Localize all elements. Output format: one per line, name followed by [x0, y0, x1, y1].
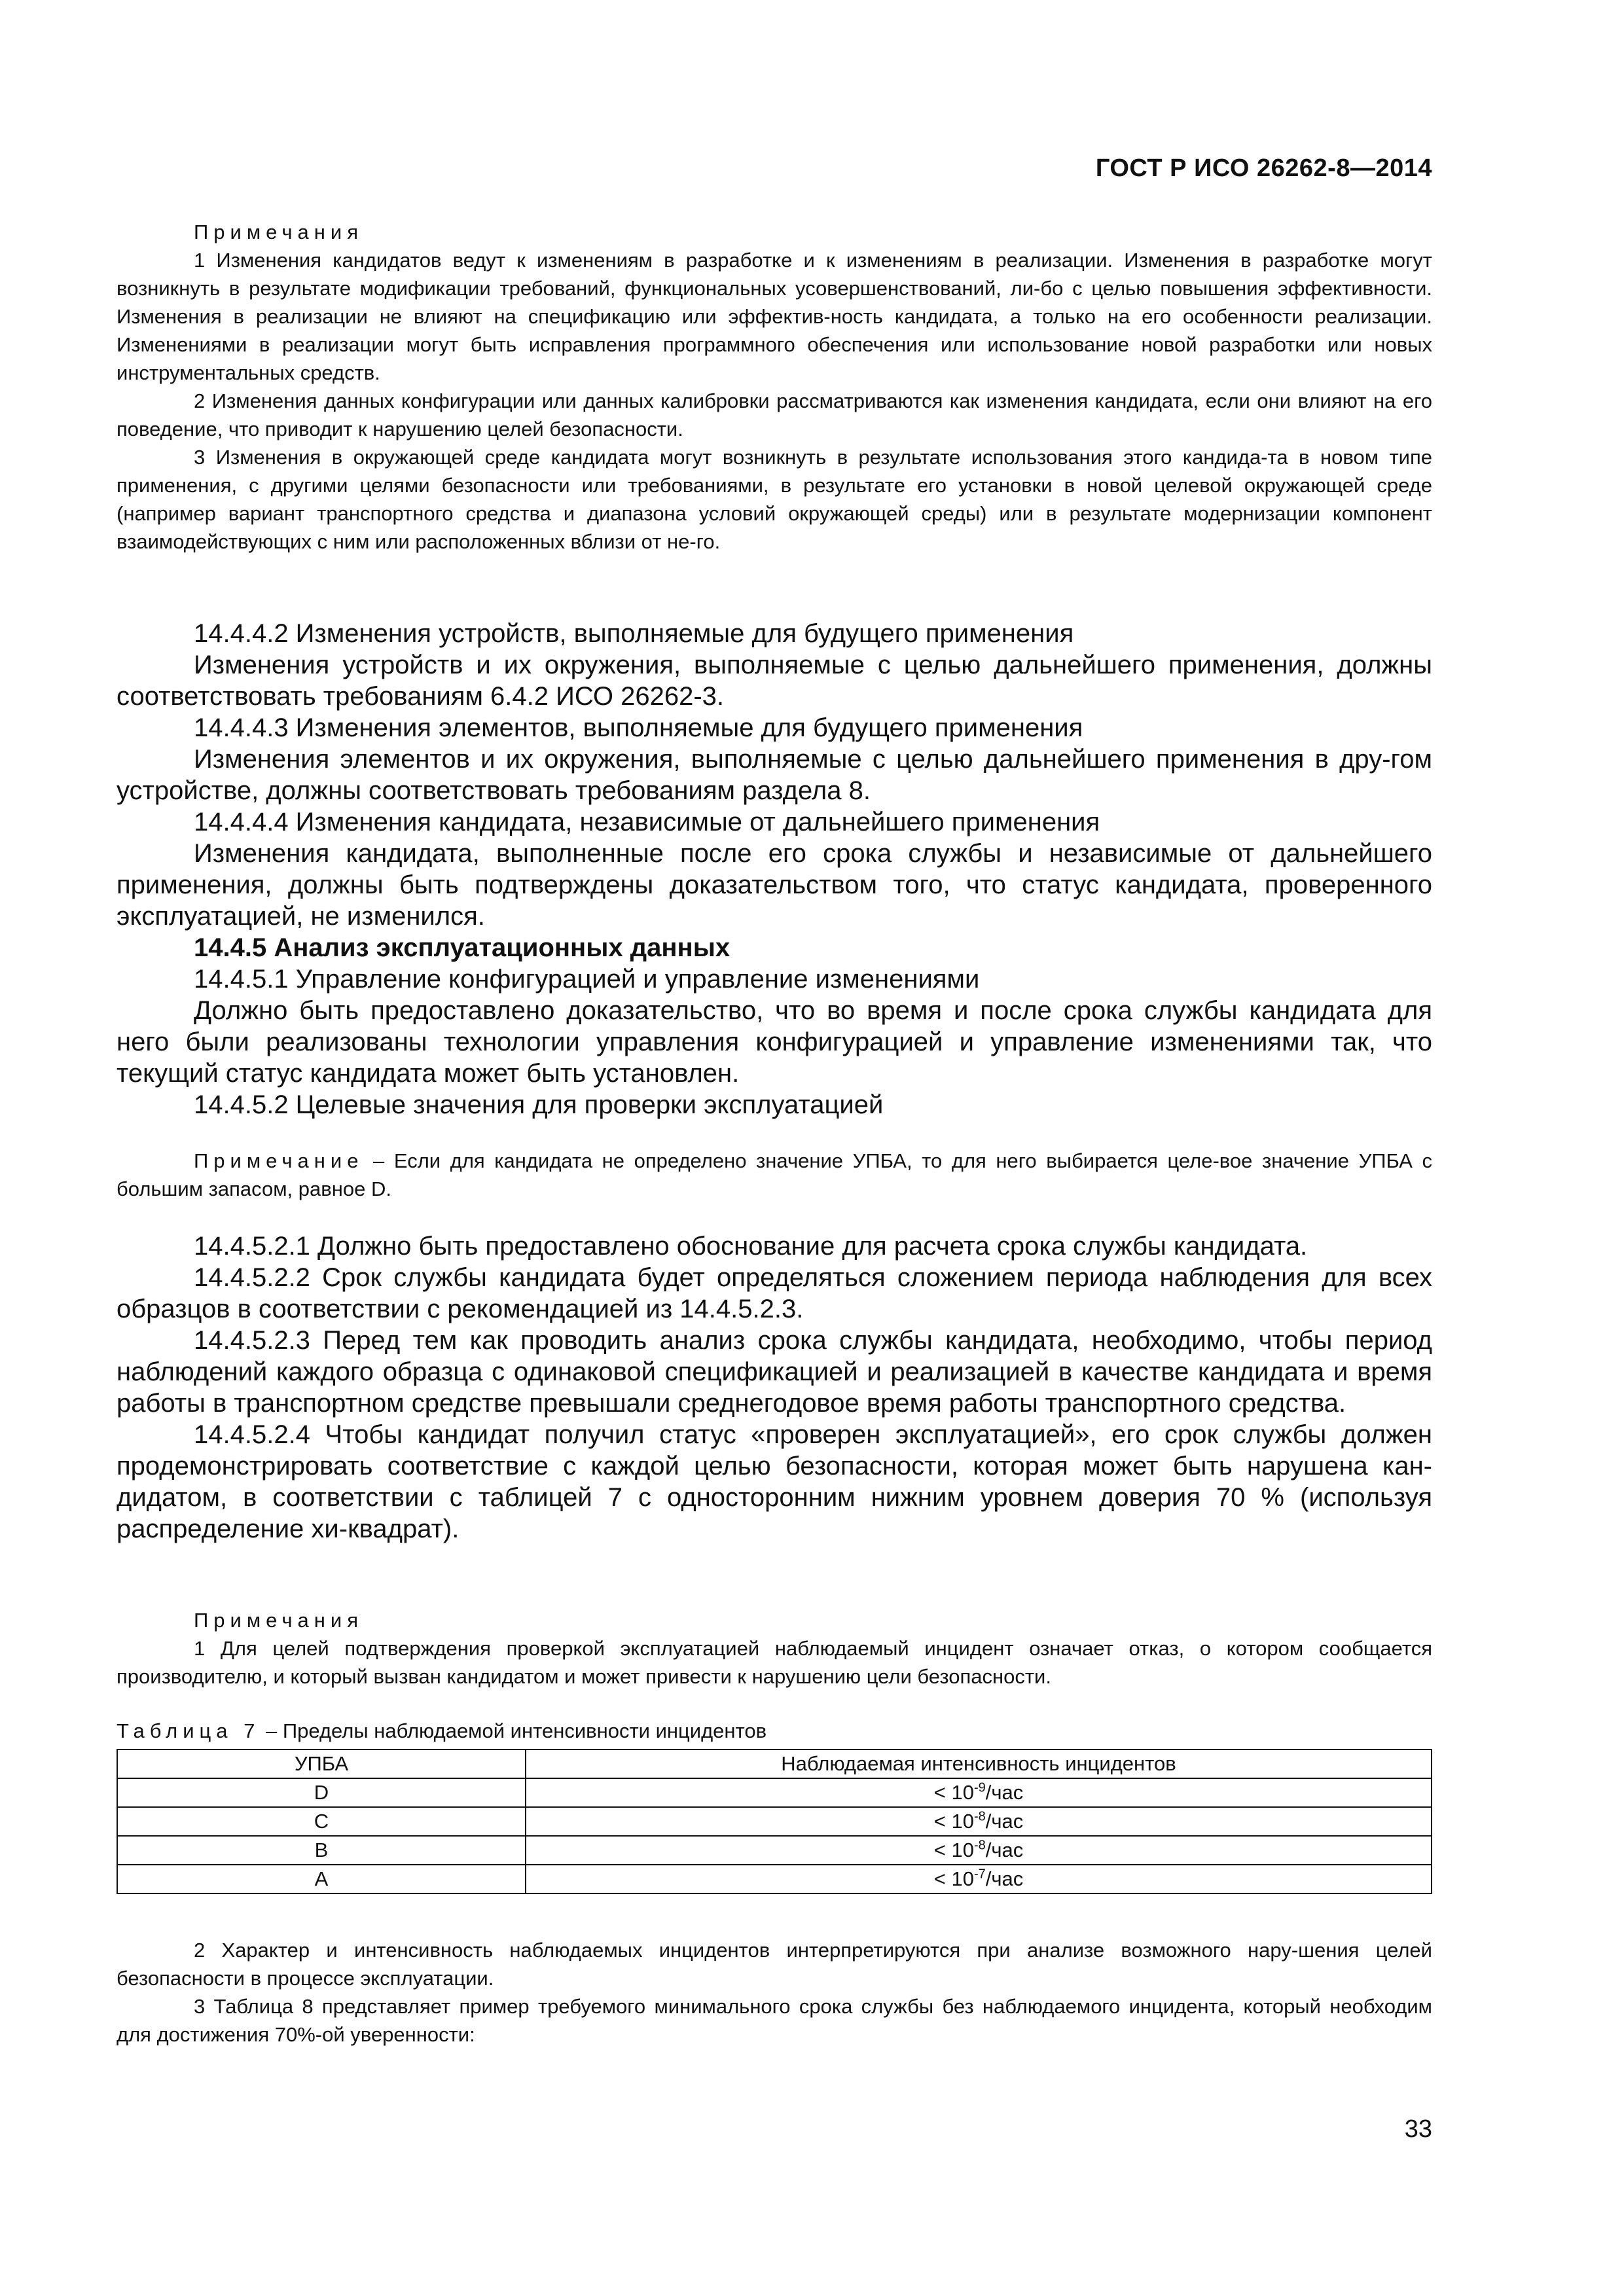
cell-level: B [117, 1836, 526, 1865]
note-item: 3 Таблица 8 представляет пример требуемого минимального срока службы без наблюдаемого инцидента, который необходим для достижения 70%-ой уверенности: [117, 1995, 1432, 2046]
body-main [117, 618, 1432, 1121]
cell-intensity: < $10^{-8}$/час [526, 1807, 1432, 1836]
table-row [117, 1865, 1432, 1893]
table-row [117, 1778, 1432, 1807]
header-upba: УПБА [117, 1749, 526, 1778]
note-text: – Если для кандидата не определено значение УПБА, то для него выбирается целе-вое значение УПБА с большим запасом, равное D. [117, 1149, 1432, 1200]
cell-intensity: < $10^{-8}$/час [526, 1836, 1432, 1865]
note-label: Примечание [194, 1149, 364, 1172]
section-heading: 14.4.5 Анализ эксплуатационных данных [194, 933, 731, 962]
table-caption [117, 1717, 1432, 1745]
header-intensity: Наблюдаемая интенсивность инцидентов [526, 1749, 1432, 1778]
cell-intensity: < $10^{-7}$/час [526, 1865, 1432, 1893]
clause-text: Изменения устройств и их окружения, выполняемые с целью дальнейшего применения, должны соответствовать требованиям 6.4.2 ИСО 26262-3. [117, 651, 1432, 711]
cell-level: C [117, 1807, 526, 1836]
note-item: 1 Для целей подтверждения проверкой эксплуатацией наблюдаемый инцидент означает отказ, о котором сообщается производителю, и который вызван кандидатом и может привести к нарушению цели безопасности. [117, 1637, 1432, 1688]
notes-bottom [117, 1936, 1432, 2049]
clause-heading: 14.4.5.2 Целевые значения для проверки эксплуатацией [194, 1090, 884, 1119]
note-item: 1 Изменения кандидатов ведут к изменениям в разработке и к изменениям в реализации. Изменения в разработке могут возникнуть в результате модификации требований, функциональных усовершенствований, ли-бо с целью повышения эффективности. Изменения в реализации не влияют на спецификацию или эффектив-ность кандидата, а только на его особенности реализации. Изменениями в реализации могут быть исправления программного обеспечения или использование новой разработки или новых инструментальных средств. [117, 249, 1432, 384]
clause-heading: 14.4.4.4 Изменения кандидата, независимые от дальнейшего применения [194, 808, 1100, 836]
clause-text: Должно быть предоставлено доказательство, что во время и после срока службы кандидата для него были реализованы технологии управления конфигурацией и управление изменениями так, что текущий статус кандидата может быть установлен. [117, 996, 1432, 1088]
table-row [117, 1807, 1432, 1836]
table-7 [117, 1749, 1432, 1894]
notes-mid [117, 1606, 1432, 1691]
notes-heading: Примечания [194, 1609, 363, 1632]
note-item: 2 Характер и интенсивность наблюдаемых инцидентов интерпретируются при анализе возможного нару-шения целей безопасности в процессе эксплуатации. [117, 1939, 1432, 1990]
body-second [117, 1230, 1432, 1545]
cell-intensity: < $10^{-9}$/час [526, 1778, 1432, 1807]
clause-text: 14.4.5.2.4 Чтобы кандидат получил статус «проверен эксплуатацией», его срок службы должен продемонстрировать соответствие с каждой целью безопасности, которая может быть нарушена кан-дидатом, в соответствии с таблицей 7 с односторонним нижним уровнем доверия 70 % (используя распределение хи-квадрат). [117, 1420, 1432, 1543]
document-page [117, 0, 1432, 2296]
clause-text: 14.4.5.2.1 Должно быть предоставлено обоснование для расчета срока службы кандидата. [194, 1232, 1308, 1261]
table-caption-label: Таблица 7 [117, 1719, 261, 1742]
clause-heading: 14.4.4.3 Изменения элементов, выполняемые для будущего применения [194, 713, 1083, 742]
clause-text: 14.4.5.2.3 Перед тем как проводить анализ срока службы кандидата, необходимо, чтобы период наблюдений каждого образца с одинаковой спецификацией и реализацией в качестве кандидата и время работы в транспортном средстве превышали среднегодовое время работы транспортного средства. [117, 1326, 1432, 1418]
page-number: 33 [1404, 2115, 1432, 2143]
clause-heading: 14.4.5.1 Управление конфигурацией и управление изменениями [194, 965, 980, 994]
notes-heading: Примечания [194, 221, 363, 243]
clause-text: Изменения кандидата, выполненные после его срока службы и независимые от дальнейшего применения, должны быть подтверждены доказательством того, что статус кандидата, проверенного эксплуатацией, не изменился. [117, 839, 1432, 931]
clause-text: 14.4.5.2.2 Срок службы кандидата будет определяться сложением периода наблюдения для всех образцов в соответствии с рекомендацией из 14.4.5.2.3. [117, 1263, 1432, 1323]
note-item: 2 Изменения данных конфигурации или данных калибровки рассматриваются как изменения кандидата, если они влияют на его поведение, что приводит к нарушению целей безопасности. [117, 389, 1432, 440]
clause-heading: 14.4.4.2 Изменения устройств, выполняемые для будущего применения [194, 619, 1074, 648]
clause-text: Изменения элементов и их окружения, выполняемые с целью дальнейшего применения в дру-гом устройстве, должны соответствовать требованиям раздела 8. [117, 745, 1432, 805]
standard-header: ГОСТ Р ИСО 26262-8—2014 [1095, 154, 1432, 182]
table-row [117, 1836, 1432, 1865]
notes-top [117, 218, 1432, 556]
note-item: 3 Изменения в окружающей среде кандидата могут возникнуть в результате использования этого кандида-та в новом типе применения, с другими целями безопасности или требованиями, в результате его установки в новой целевой окружающей среде (например вариант транспортного средства и диапазона условий окружающей среды) или в результате модернизации компонент взаимодействующих с ним или расположенных вблизи от не-го. [117, 446, 1432, 553]
cell-level: A [117, 1865, 526, 1893]
table-header-row [117, 1749, 1432, 1778]
table-caption-text: – Пределы наблюдаемой интенсивности инцидентов [260, 1719, 767, 1742]
cell-level: D [117, 1778, 526, 1807]
note-single [117, 1147, 1432, 1203]
